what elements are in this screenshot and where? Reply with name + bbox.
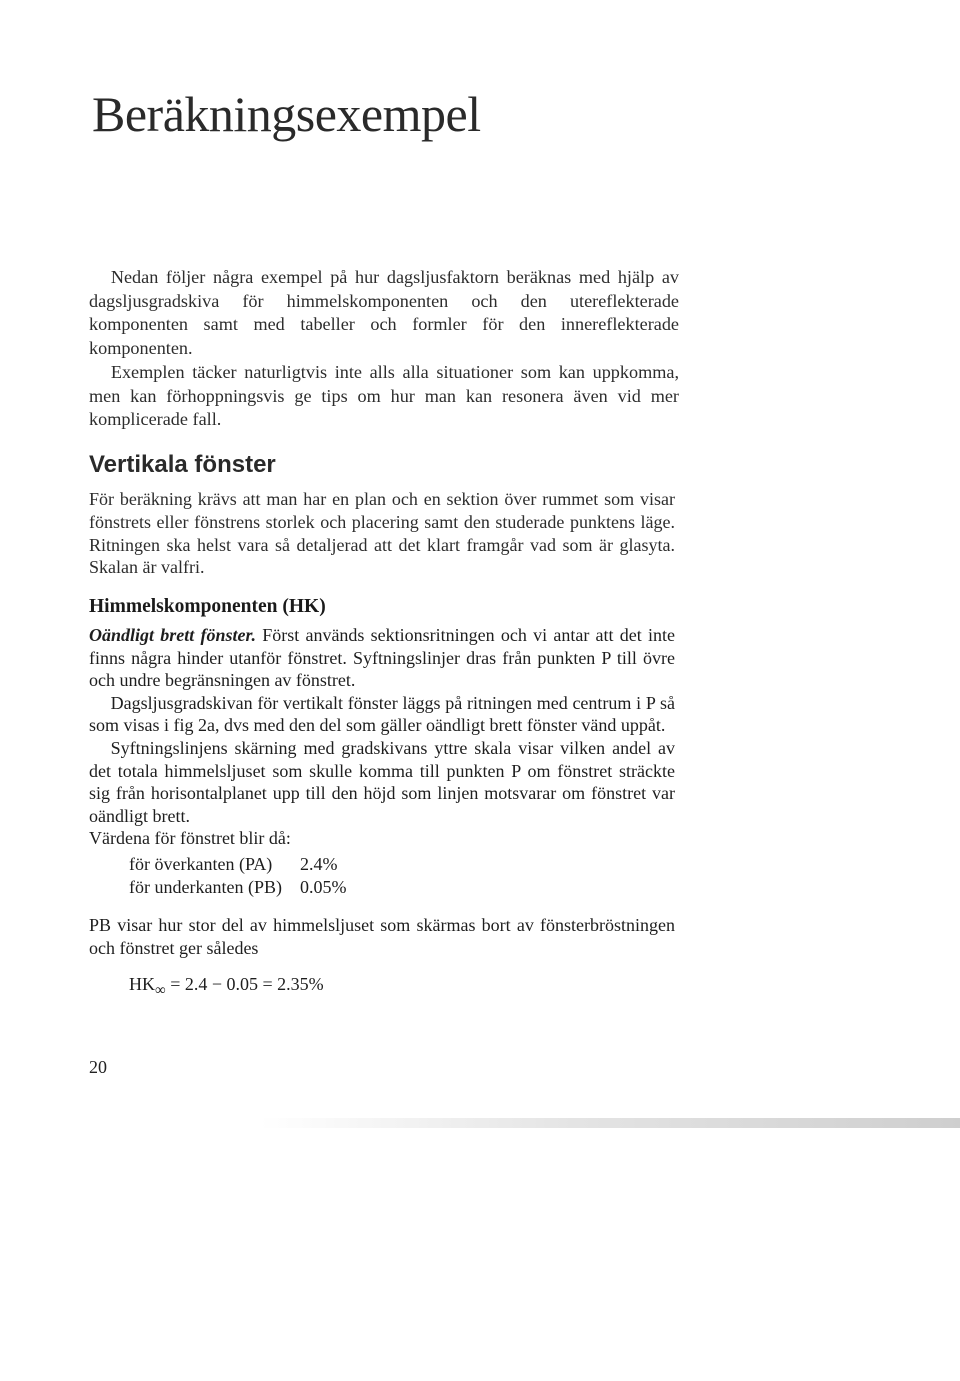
- hk-paragraph-2: Dagsljusgradskivan för vertikalt fönster läggs på ritningen med centrum i P så som visas i fig 2a, dvs med den del som gäller oändligt brett fönster vänd uppåt.: [89, 692, 675, 736]
- intro-text: [89, 266, 679, 432]
- scan-shadow-divider: [260, 1118, 960, 1128]
- section-heading-vertical: Vertikala fönster: [89, 451, 276, 478]
- value-row: [129, 853, 346, 876]
- page-number: 20: [89, 1057, 107, 1077]
- value-number: 0.05%: [299, 876, 347, 897]
- value-number: 2.4%: [299, 853, 338, 874]
- page-title: Beräkningsexempel: [92, 86, 481, 142]
- values-table: [129, 853, 346, 899]
- formula-lhs: HK: [129, 974, 155, 995]
- value-label: för överkanten (PA): [129, 853, 273, 874]
- formula-subscript: ∞: [155, 982, 166, 999]
- subsection-heading-hk: Himmelskomponenten (HK): [89, 596, 326, 617]
- formula-rhs: = 2.4 − 0.05 = 2.35%: [165, 974, 324, 995]
- hk-formula: [129, 973, 675, 1002]
- hk-lead-italic: Oändligt brett fönster.: [89, 625, 256, 645]
- intro-paragraph-2: Exemplen täcker naturligtvis inte alls alla situationer som kan uppkomma, men kan förhoppningsvis ge tips om hur man kan resonera även vid mer komplicerade fall.: [89, 361, 679, 430]
- hk-paragraph-1: [89, 624, 675, 692]
- hk-paragraph-4: PB visar hur stor del av himmelsljuset som skärmas bort av fönsterbröstningen och fönstret ger således: [89, 914, 675, 958]
- value-row: [129, 876, 346, 899]
- section-vertical-paragraph: För beräkning krävs att man har en plan och en sektion över rummet som visar fönstrets eller fönstrens storlek och placering samt den studerade punktens läge. Ritningen ska helst vara så detaljerad att det klart framgår vad som är glasyta. Skalan är valfri.: [89, 489, 675, 578]
- hk-paragraph-1-text: Först används sektionsritningen och vi antar att det inte finns några hinder utanför fönstret. Syftningslinjer dras från punkten P till övre och undre begränsningen av fönstret.: [89, 625, 675, 691]
- value-label: för underkanten (PB): [129, 876, 282, 897]
- hk-paragraph-3: Syftningslinjens skärning med gradskivans yttre skala visar vilken andel av det totala himmelsljuset som skulle komma till punkten P om fönstret sträckte sig från horisontalplanet upp till den höjd som linjen motsvarar om fönstret var oändligt brett.: [89, 737, 675, 826]
- intro-paragraph-1: Nedan följer några exempel på hur dagsljusfaktorn beräknas med hjälp av dagsljusgradskiva för himmelskomponenten och den utereflekterade komponenten samt med tabeller och formler för den innereflekterade komponenten.: [89, 267, 679, 359]
- hk-body: [89, 624, 675, 1002]
- values-intro: Värdena för fönstret blir då:: [89, 828, 291, 849]
